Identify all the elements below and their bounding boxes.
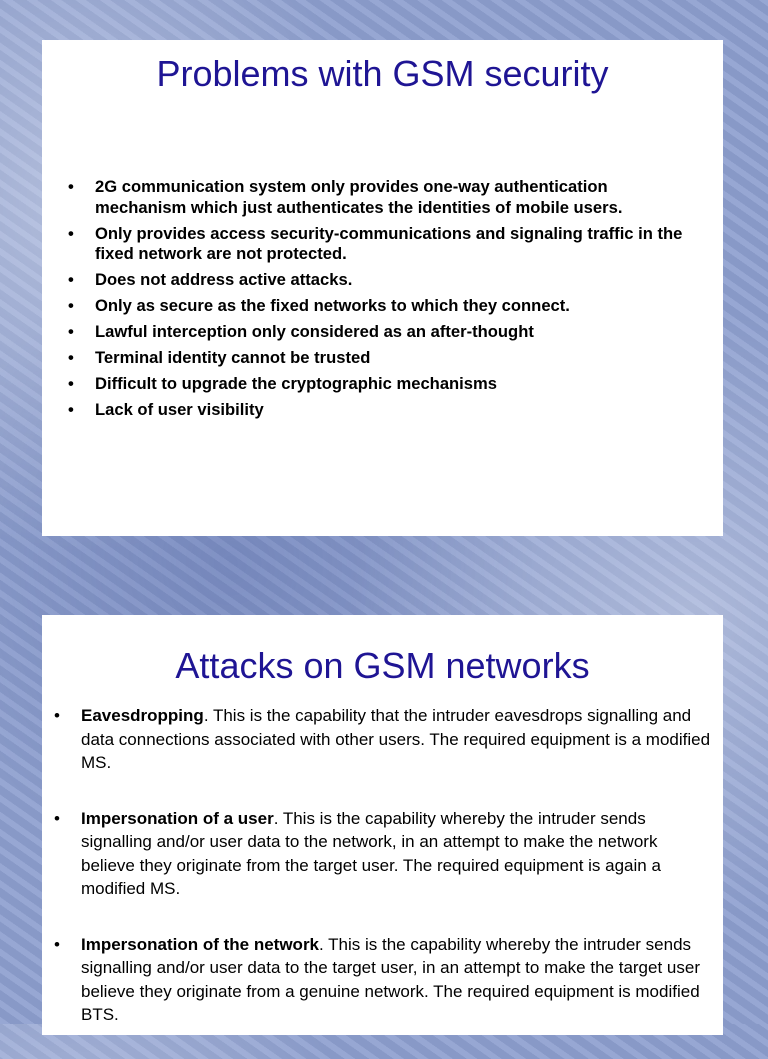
slide-problems-gsm-security: [42, 40, 723, 536]
list-item: • 2G communication system only provides one-way authentication mechanism which just authenticates the identities of mobile users.: [66, 177, 703, 218]
bullet-text: . This is the capability that the intruder eavesdrops signalling and data connections associated with other users. The required equipment is a modified MS.: [81, 706, 711, 772]
list-item: • Only as secure as the fixed networks to which they connect.: [66, 296, 703, 317]
bullet-text: . This is the capability whereby the intruder sends signalling and/or user data to the network, in an attempt to make the network believe they originate from the target user. The required equipment is again a modified MS.: [81, 808, 661, 898]
list-item: • Lawful interception only considered as an after-thought: [66, 322, 703, 343]
bullet-text: . This is the capability whereby the intruder sends signalling and/or user data to the target user, in an attempt to make the target user believe they originate from a genuine network. The required equipment is modified BTS.: [81, 934, 700, 1024]
list-item: [54, 807, 715, 901]
list-item: [54, 704, 715, 775]
bullet-list: [54, 704, 715, 1059]
list-item: • Lack of user visibility: [66, 400, 703, 421]
bullet-list: [66, 177, 703, 426]
list-item: • Only provides access security-communications and signaling traffic in the fixed network are not protected.: [66, 224, 703, 265]
slide-title: Attacks on GSM networks: [175, 645, 590, 686]
slide-title: Problems with GSM security: [156, 53, 609, 94]
list-item: • Terminal identity cannot be trusted: [66, 348, 703, 369]
list-item: • Does not address active attacks.: [66, 270, 703, 291]
bullet-term: Impersonation of a user: [81, 808, 274, 828]
list-item: [54, 933, 715, 1027]
list-item: • Difficult to upgrade the cryptographic mechanisms: [66, 374, 703, 395]
bullet-term: Impersonation of the network: [81, 934, 320, 954]
slide-attacks-gsm-networks: [42, 615, 723, 1035]
bullet-term: Eavesdropping: [81, 706, 204, 725]
